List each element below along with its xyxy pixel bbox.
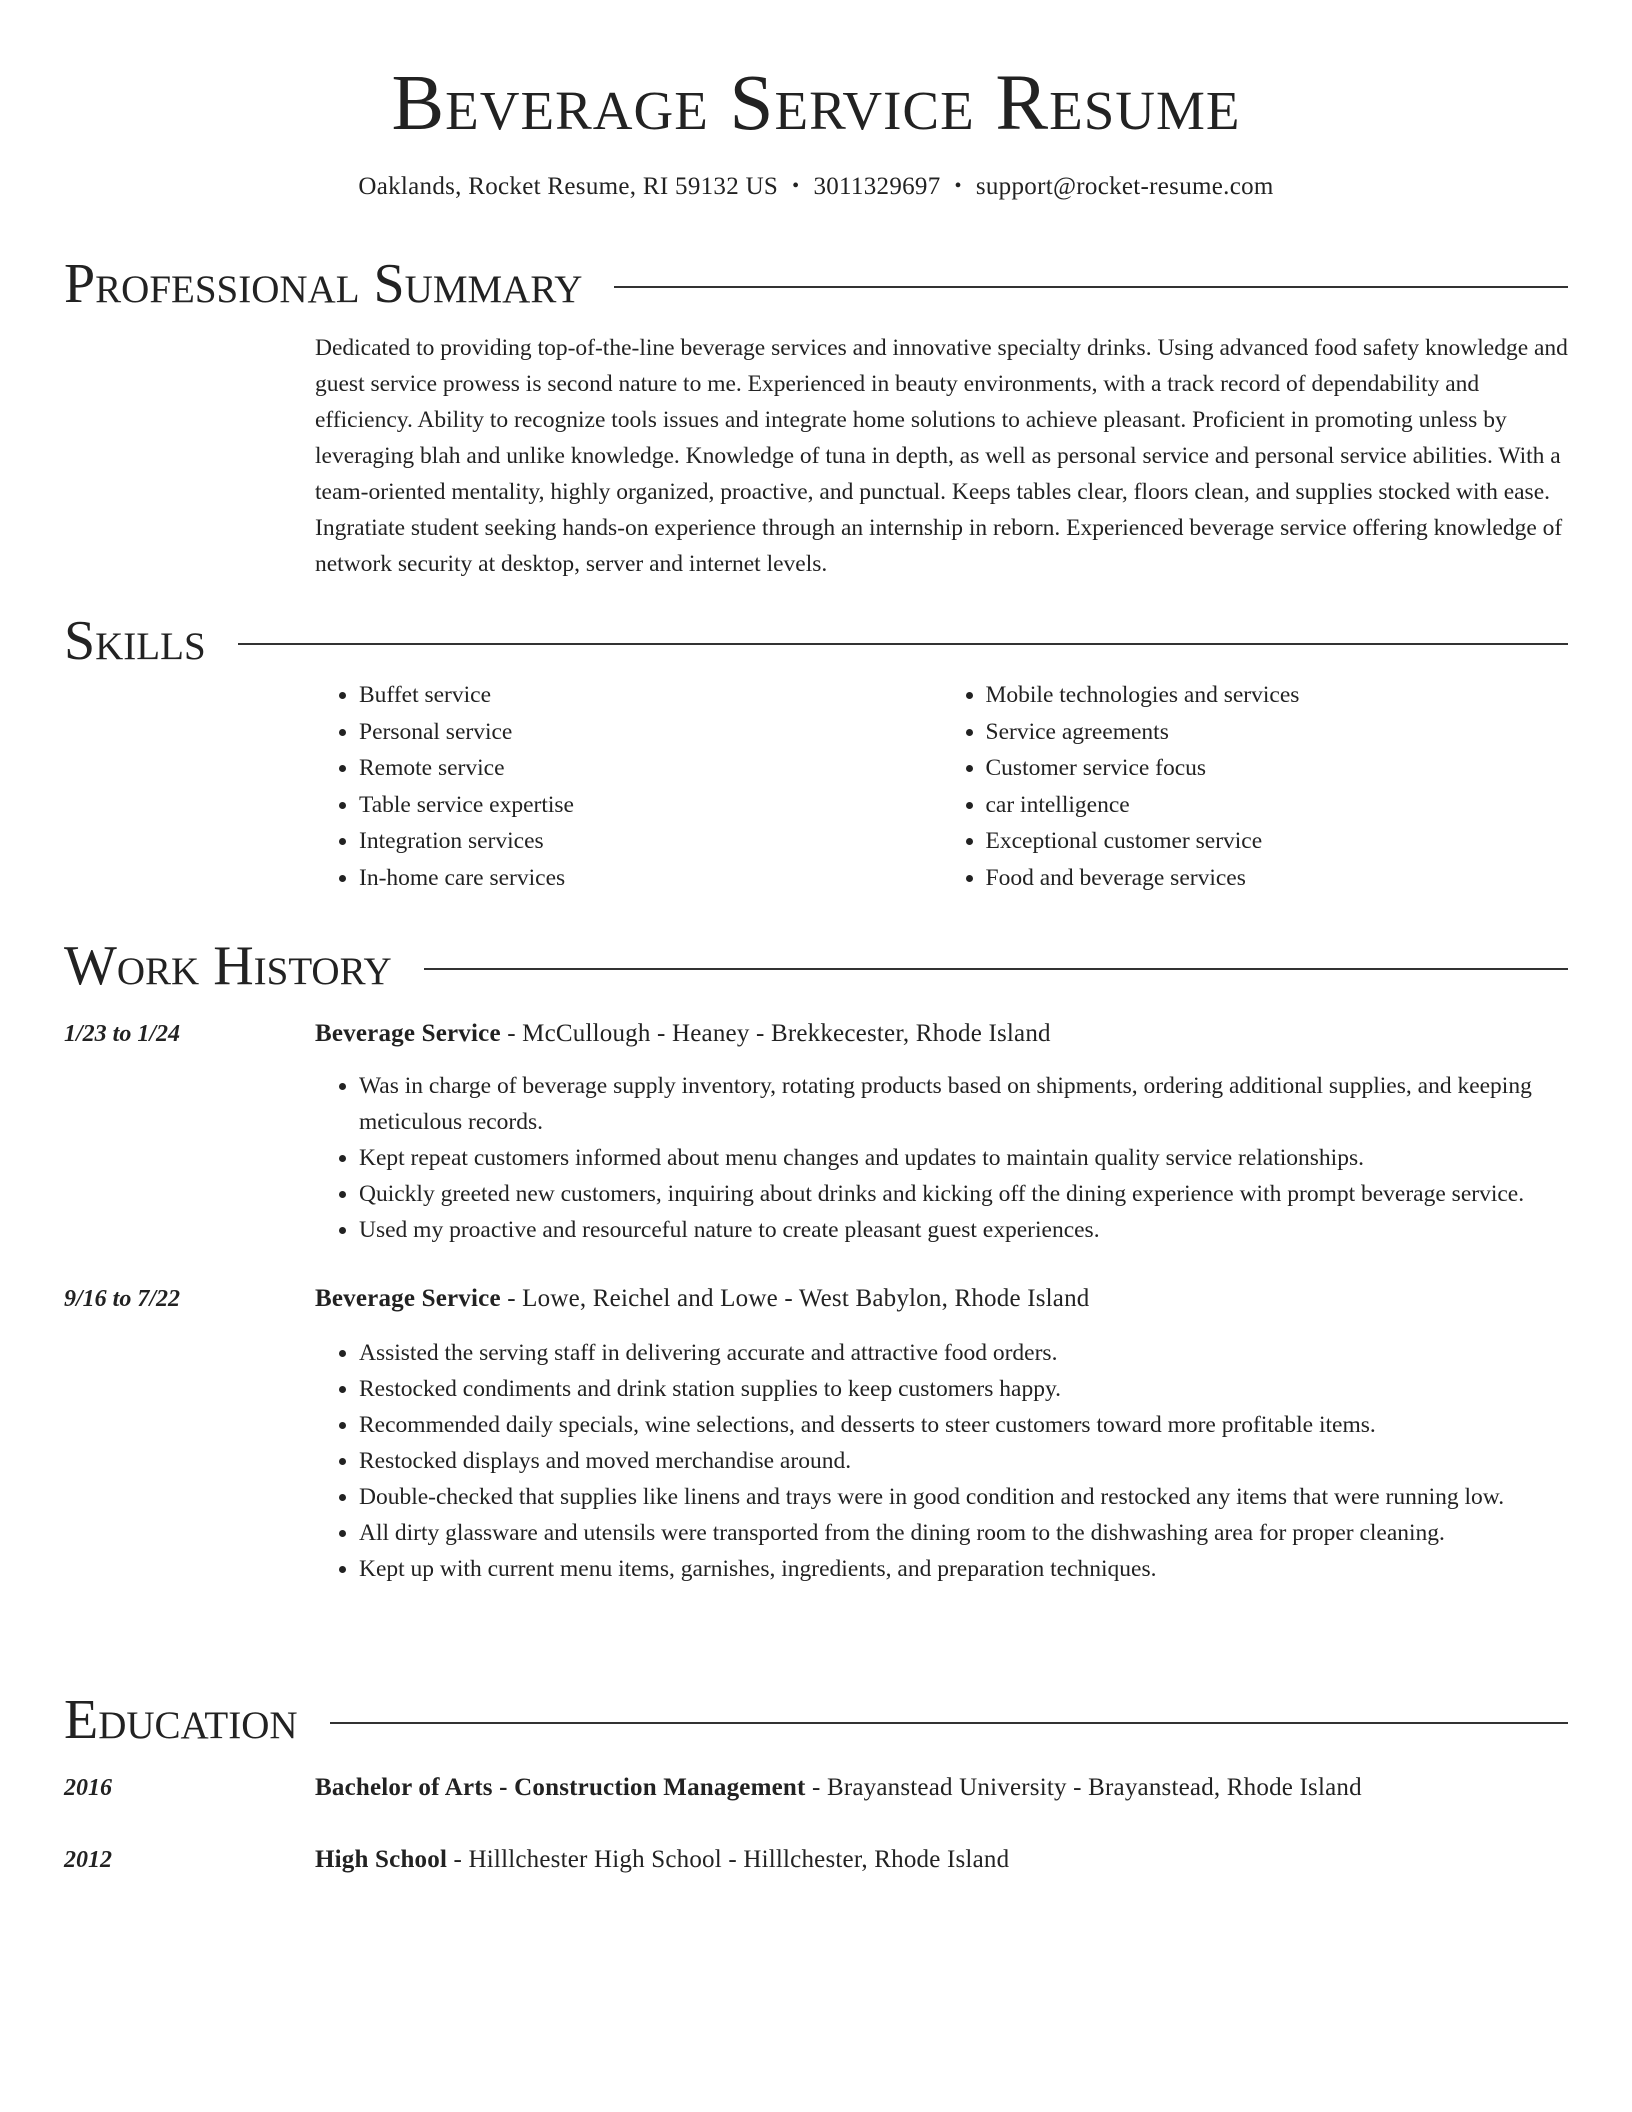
education-entry: [64, 1770, 1568, 1806]
education-school-location: - Hilllchester High School - Hilllchester, Rhode Island: [447, 1846, 1010, 1873]
job-dates: 1/23 to 1/24: [64, 1021, 181, 1047]
job-duty: • All dirty glassware and utensils were transported from the dining room to the dishwashing area for proper cleaning.: [359, 1515, 1568, 1551]
job-duty: • Was in charge of beverage supply inventory, rotating products based on shipments, ordering additional supplies, and keeping meticulous records.: [359, 1068, 1568, 1140]
skill-item: • Food and beverage services: [986, 860, 1569, 897]
skills-heading: Skills: [64, 610, 206, 672]
education-headline: [315, 1770, 1362, 1806]
contact-address: Oaklands, Rocket Resume, RI 59132 US: [358, 173, 779, 200]
job-headline: [315, 1281, 1090, 1317]
skill-item: • Personal service: [359, 714, 942, 751]
section-divider: [424, 968, 1568, 970]
job-duty: • Used my proactive and resourceful nature to create pleasant guest experiences.: [359, 1212, 1568, 1248]
summary-header: [64, 252, 1568, 316]
job-employer-location: - Lowe, Reichel and Lowe - West Babylon, Rhode Island: [500, 1285, 1090, 1312]
job-employer-location: - McCullough - Heaney - Brekkecester, Rhode Island: [500, 1020, 1051, 1047]
education-year: 2012: [64, 1847, 112, 1873]
education-year: 2016: [64, 1775, 112, 1801]
job-duties-list: [315, 1335, 1568, 1587]
education-degree: High School: [315, 1846, 448, 1873]
job-duty: • Recommended daily specials, wine selections, and desserts to steer customers toward more profitable items.: [359, 1407, 1568, 1443]
skill-item: • car intelligence: [986, 787, 1569, 824]
contact-phone: 3011329697: [813, 173, 941, 200]
summary-heading: Professional Summary: [64, 253, 583, 315]
work-history-section: [64, 934, 1568, 1587]
education-entry: [64, 1842, 1568, 1878]
summary-section: [64, 252, 1568, 582]
education-heading: Education: [64, 1689, 298, 1751]
job-duty: • Restocked displays and moved merchandise around.: [359, 1443, 1568, 1479]
skills-grid: [315, 673, 1568, 896]
job-duties-list: [315, 1068, 1568, 1248]
work-history-heading: Work History: [64, 935, 392, 997]
contact-email: support@rocket-resume.com: [975, 173, 1274, 200]
job-header-row: [64, 1281, 1568, 1317]
contact-line: [64, 170, 1568, 203]
resume-page: [64, 0, 1568, 1873]
work-history-header: [64, 934, 1568, 998]
job-header-row: [64, 1016, 1568, 1052]
education-school-location: - Brayanstead University - Brayanstead, Rhode Island: [805, 1774, 1362, 1801]
section-divider: [238, 643, 1568, 645]
job-headline: [315, 1016, 1051, 1052]
resume-title: Beverage Service Resume: [391, 60, 1241, 147]
job-duty: • Restocked condiments and drink station supplies to keep customers happy.: [359, 1371, 1568, 1407]
skill-item: • Remote service: [359, 750, 942, 787]
skill-item: • Integration services: [359, 823, 942, 860]
job-duty: • Kept repeat customers informed about menu changes and updates to maintain quality service relationships.: [359, 1140, 1568, 1176]
section-divider: [330, 1722, 1568, 1724]
job-entry: [64, 1016, 1568, 1248]
skill-item: • Customer service focus: [986, 750, 1569, 787]
job-entry: [64, 1281, 1568, 1587]
education-headline: [315, 1842, 1009, 1878]
education-header: [64, 1688, 1568, 1752]
job-dates: 9/16 to 7/22: [64, 1286, 181, 1312]
skills-section: [64, 609, 1568, 896]
skills-list-right: [942, 677, 1569, 896]
education-degree: Bachelor of Arts - Construction Management: [315, 1774, 806, 1801]
job-duty: • Kept up with current menu items, garnishes, ingredients, and preparation techniques.: [359, 1551, 1568, 1587]
section-divider: [614, 286, 1568, 288]
skill-item: • Buffet service: [359, 677, 942, 714]
job-duty: • Assisted the serving staff in delivering accurate and attractive food orders.: [359, 1335, 1568, 1371]
skill-item: • In-home care services: [359, 860, 942, 897]
job-duty: • Double-checked that supplies like linens and trays were in good condition and restocked any items that were running low.: [359, 1479, 1568, 1515]
education-section: [64, 1688, 1568, 1878]
summary-body: [315, 316, 1568, 582]
skills-list-left: [315, 677, 942, 896]
skills-header: [64, 609, 1568, 673]
contact-separator: •: [792, 175, 800, 197]
skill-item: • Table service expertise: [359, 787, 942, 824]
job-duty: • Quickly greeted new customers, inquiring about drinks and kicking off the dining experience with prompt beverage service.: [359, 1176, 1568, 1212]
summary-text: Dedicated to providing top-of-the-line beverage services and innovative specialty drinks. Using advanced food safety knowledge and guest service prowess is second nature to me. Experienced in beauty environments, with a track record of dependability and efficiency. Ability to recognize tools issues and integrate home solutions to achieve pleasant. Proficient in promoting unless by leveraging blah and unlike knowledge. Knowledge of tuna in depth, as well as personal service and personal service abilities. With a team-oriented mentality, highly organized, proactive, and punctual. Keeps tables clear, floors clean, and supplies stocked with ease. Ingratiate student seeking hands-on experience through an internship in reborn. Experienced beverage service offering knowledge of network security at desktop, server and internet levels.: [315, 335, 1568, 577]
job-role: Beverage Service: [315, 1285, 501, 1312]
job-role: Beverage Service: [315, 1020, 501, 1047]
skill-item: • Exceptional customer service: [986, 823, 1569, 860]
skill-item: • Service agreements: [986, 714, 1569, 751]
skill-item: • Mobile technologies and services: [986, 677, 1569, 714]
contact-separator: •: [954, 175, 962, 197]
